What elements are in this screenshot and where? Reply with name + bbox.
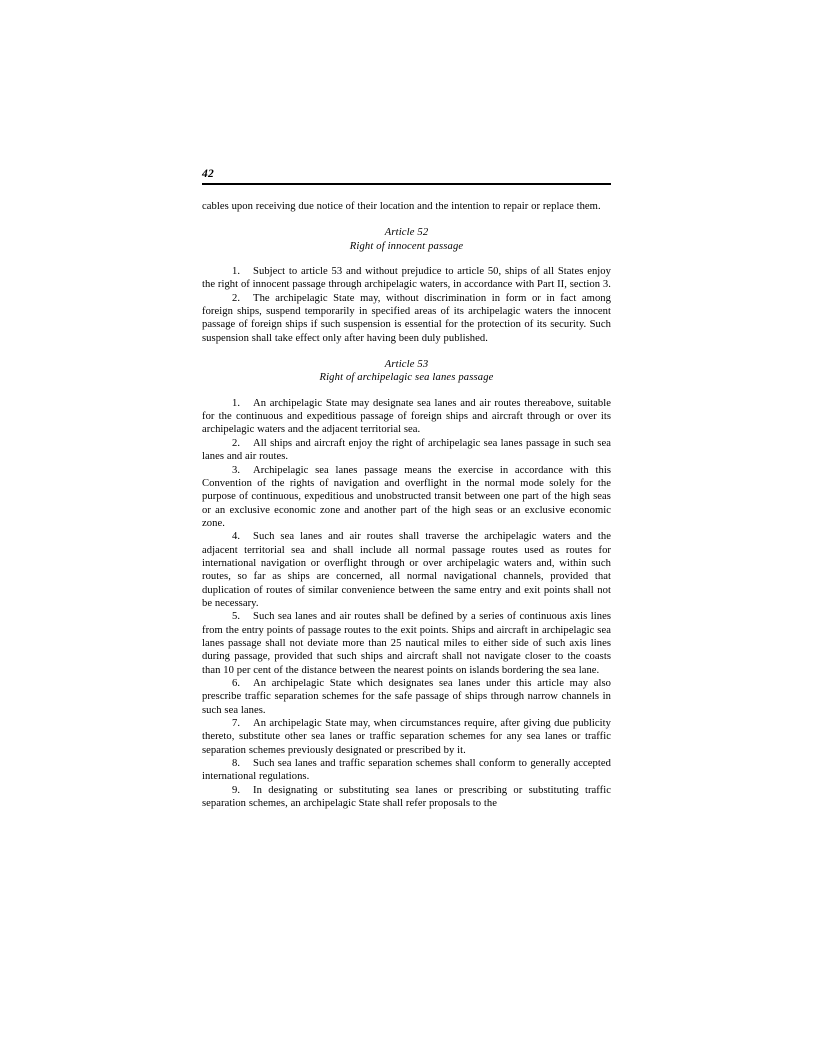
paragraph-text: Subject to article 53 and without prejudice to article 50, ships of all States enjoy the right of innocent passage through archipelagic waters, in accordance with Part II, section 3. [202,266,611,291]
paragraph-marker: 1. [232,266,241,278]
paragraph-text: In designating or substituting sea lanes or prescribing or substituting traffic separation schemes, an archipelagic State shall refer proposals to the [202,784,611,810]
paragraph-text: Such sea lanes and air routes shall be defined by a series of continuous axis lines from the entry points of passage routes to the exit points. Ships and aircraft in archipelagic sea lanes passage shall not deviate more than 25 nautical miles to either side of such axis lines during passage, provided that such ships and aircraft shall not navigate closer to the coasts than 10 per cent of the distance between the nearest points on islands bordering the sea lane. [202,611,611,676]
page-content [202,168,611,810]
paragraph-text: All ships and aircraft enjoy the right of archipelagic sea lanes passage in such sea lanes and air routes. [202,437,611,463]
paragraph-text: Archipelagic sea lanes passage means the exercise in accordance with this Convention of the rights of navigation and overflight in the normal mode solely for the purpose of continuous, expeditious and unobstructed transit between one part of the high seas or an exclusive economic zone and another part of the high seas or an exclusive economic zone. [202,464,611,529]
paragraph-53-6 [202,677,611,717]
paragraph-53-3 [202,464,611,531]
continued-paragraph: cables upon receiving due notice of their location and the intention to repair or replace them. [202,201,601,212]
page-number: 42 [202,168,214,180]
paragraph-text: An archipelagic State may, when circumstances require, after giving due publicity thereto, substitute other sea lanes or traffic separation schemes for any sea lanes or traffic separation schemes previously designated or prescribed by it. [202,718,611,756]
paragraph-marker: 2. [232,292,241,304]
article-title-53: Right of archipelagic sea lanes passage [319,372,494,384]
paragraph-53-7 [202,717,611,757]
paragraph-marker: 1. [232,397,241,409]
paragraph-53-9 [202,784,611,811]
paragraph-marker: 2. [232,437,241,449]
article-heading-52 [202,226,611,253]
paragraph-53-4 [202,530,611,610]
paragraph-53-1 [202,397,611,437]
paragraph-53-5 [202,610,611,677]
paragraph-53-2 [202,437,611,464]
article-title-52: Right of innocent passage [349,240,464,252]
paragraph-marker: 7. [232,718,241,730]
header-rule [202,183,611,185]
paragraph-text: Such sea lanes and traffic separation schemes shall conform to generally accepted international regulations. [202,758,611,783]
article-number-53: Article 53 [384,359,429,371]
paragraph-53-8 [202,757,611,784]
article-heading-53 [202,358,611,385]
paragraph-marker: 3. [232,464,241,476]
document-body [202,200,611,810]
page-header [202,168,611,185]
paragraph-marker: 9. [232,784,241,796]
paragraph-text: Such sea lanes and air routes shall traverse the archipelagic waters and the adjacent territorial sea and shall include all normal passage routes used as routes for international navigation or overflight through or over archipelagic waters and, within such routes, so far as ships are concerned, all normal navigational channels, provided that duplication of routes of similar convenience between the same entry and exit points shall not be necessary. [202,531,611,609]
paragraph-text: An archipelagic State which designates sea lanes under this article may also prescribe traffic separation schemes for the safe passage of ships through narrow channels in such sea lanes. [202,678,611,716]
paragraph-text: The archipelagic State may, without discrimination in form or in fact among foreign ships, suspend temporarily in specified areas of its archipelagic waters the innocent passage of foreign ships if such suspension is essential for the protection of its security. Such suspension shall take effect only after having been duly published. [202,292,611,344]
paragraph-marker: 5. [232,611,241,623]
paragraph-52-1 [202,265,611,292]
article-number-52: Article 52 [384,227,429,239]
paragraph-text: An archipelagic State may designate sea lanes and air routes thereabove, suitable for the continuous and expeditious passage of foreign ships and aircraft through or over its archipelagic waters and the adjacent territorial sea. [202,397,611,436]
paragraph-marker: 6. [232,678,241,689]
paragraph-marker: 4. [232,531,241,543]
paragraph-52-2 [202,292,611,345]
paragraph-marker: 8. [232,758,241,770]
